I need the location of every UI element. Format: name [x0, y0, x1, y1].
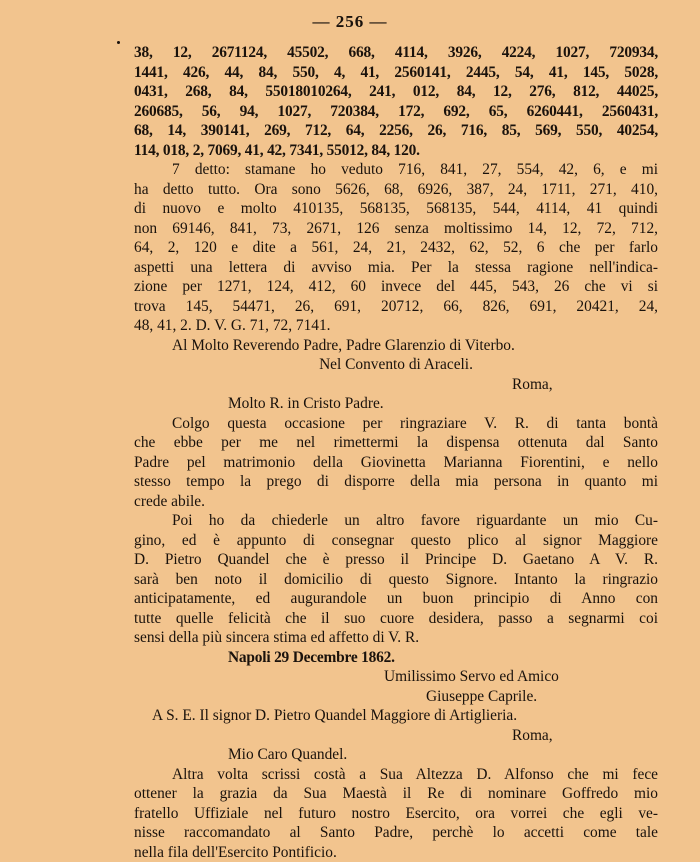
letter-address: A S. E. Il signor D. Pietro Quandel Maggiore di Artiglieria. [134, 706, 658, 726]
letter-date: Napoli 29 Decembre 1862. [134, 648, 658, 668]
text-line: aspetti una lettera di avviso mia. Per la stessa ragione nell'indica- [134, 258, 658, 278]
text-line: zione per 1271, 124, 412, 60 invece del 445, 543, 26 che vi si [134, 277, 658, 297]
ink-speck [117, 41, 120, 44]
page-number: — 256 — [0, 12, 700, 32]
text-line: 64, 2, 120 e dite a 561, 24, 21, 2432, 62, 52, 6 che per farlo [134, 238, 658, 258]
text-line: crede abile. [134, 492, 658, 512]
text-line: tutte quelle felicità che il suo cuore desidera, passo a segnarmi coi [134, 609, 658, 629]
letter-salutation: Mio Caro Quandel. [134, 745, 658, 765]
cipher-line: 38, 12, 2671124, 45502, 668, 4114, 3926, 4224, 1027, 720934, [134, 43, 658, 63]
body-text [134, 43, 658, 862]
cipher-line: 260685, 56, 94, 1027, 720384, 172, 692, 65, 6260441, 2560431, [134, 102, 658, 122]
text-line: 48, 41, 2. D. V. G. 71, 72, 7141. [134, 316, 658, 336]
text-line: 7 detto: stamane ho veduto 716, 841, 27, 554, 42, 6, e mi [134, 160, 658, 180]
text-line: ottener la grazia da Sua Maestà il Re di nominare Goffredo mio [134, 784, 658, 804]
text-line: nisse raccomandato al Santo Padre, perchè lo accetti come tale [134, 823, 658, 843]
letter-address: Nel Convento di Araceli. [134, 355, 658, 375]
text-line: stesso tempo la prego di disporre della mia persona in quanto mi [134, 472, 658, 492]
text-line: trova 145, 54471, 26, 691, 20712, 66, 826, 691, 20421, 24, [134, 297, 658, 317]
letter-salutation: Molto R. in Cristo Padre. [134, 394, 658, 414]
cipher-line: 68, 14, 390141, 269, 712, 64, 2256, 26, 716, 85, 569, 550, 40254, [134, 121, 658, 141]
letter-address: Al Molto Reverendo Padre, Padre Glarenzio di Viterbo. [134, 336, 658, 356]
text-line: che ebbe per me nel rimettermi la dispensa ottenuta dal Santo [134, 433, 658, 453]
text-line: gino, ed è appunto di consegnar questo plico al signor Maggiore [134, 531, 658, 551]
text-line: ha detto tutto. Ora sono 5626, 68, 6926, 387, 24, 1711, 271, 410, [134, 180, 658, 200]
text-line: nella fila dell'Esercito Pontificio. [134, 843, 658, 862]
text-line: Altra volta scrissi costà a Sua Altezza D. Alfonso che mi fece [134, 765, 658, 785]
cipher-line: 0431, 268, 84, 55018010264, 241, 012, 84, 12, 276, 812, 44025, [134, 82, 658, 102]
text-line: fratello Uffiziale nel futuro nostro Esercito, ora vorrei che egli ve- [134, 804, 658, 824]
text-line: D. Pietro Quandel che è presso il Principe D. Gaetano A V. R. [134, 550, 658, 570]
text-line: Poi ho da chiederle un altro favore riguardante un mio Cu- [134, 511, 658, 531]
text-line: sarà ben noto il domicilio di questo Signore. Intanto la ringrazio [134, 570, 658, 590]
text-line: anticipatamente, ed augurandole un buon principio di Anno con [134, 589, 658, 609]
letter-city: Roma, [134, 726, 658, 746]
text-line: Colgo questa occasione per ringraziare V. R. di tanta bontà [134, 414, 658, 434]
text-line: non 69146, 841, 73, 2671, 126 senza moltissimo 14, 12, 72, 712, [134, 219, 658, 239]
text-line: Padre pel matrimonio della Giovinetta Marianna Fiorentini, e nello [134, 453, 658, 473]
cipher-line: 1441, 426, 44, 84, 550, 4, 41, 2560141, 2445, 54, 41, 145, 5028, [134, 63, 658, 83]
text-line: sensi della più sincera stima ed affetto di V. R. [134, 628, 658, 648]
letter-signature: Giuseppe Caprile. [134, 687, 658, 707]
cipher-line: 114, 018, 2, 7069, 41, 42, 7341, 55012, 84, 120. [134, 141, 658, 161]
text-line: di nuovo e molto 410135, 568135, 568135, 544, 4114, 41 quindi [134, 199, 658, 219]
letter-closing: Umilissimo Servo ed Amico [134, 667, 658, 687]
letter-city: Roma, [134, 375, 658, 395]
